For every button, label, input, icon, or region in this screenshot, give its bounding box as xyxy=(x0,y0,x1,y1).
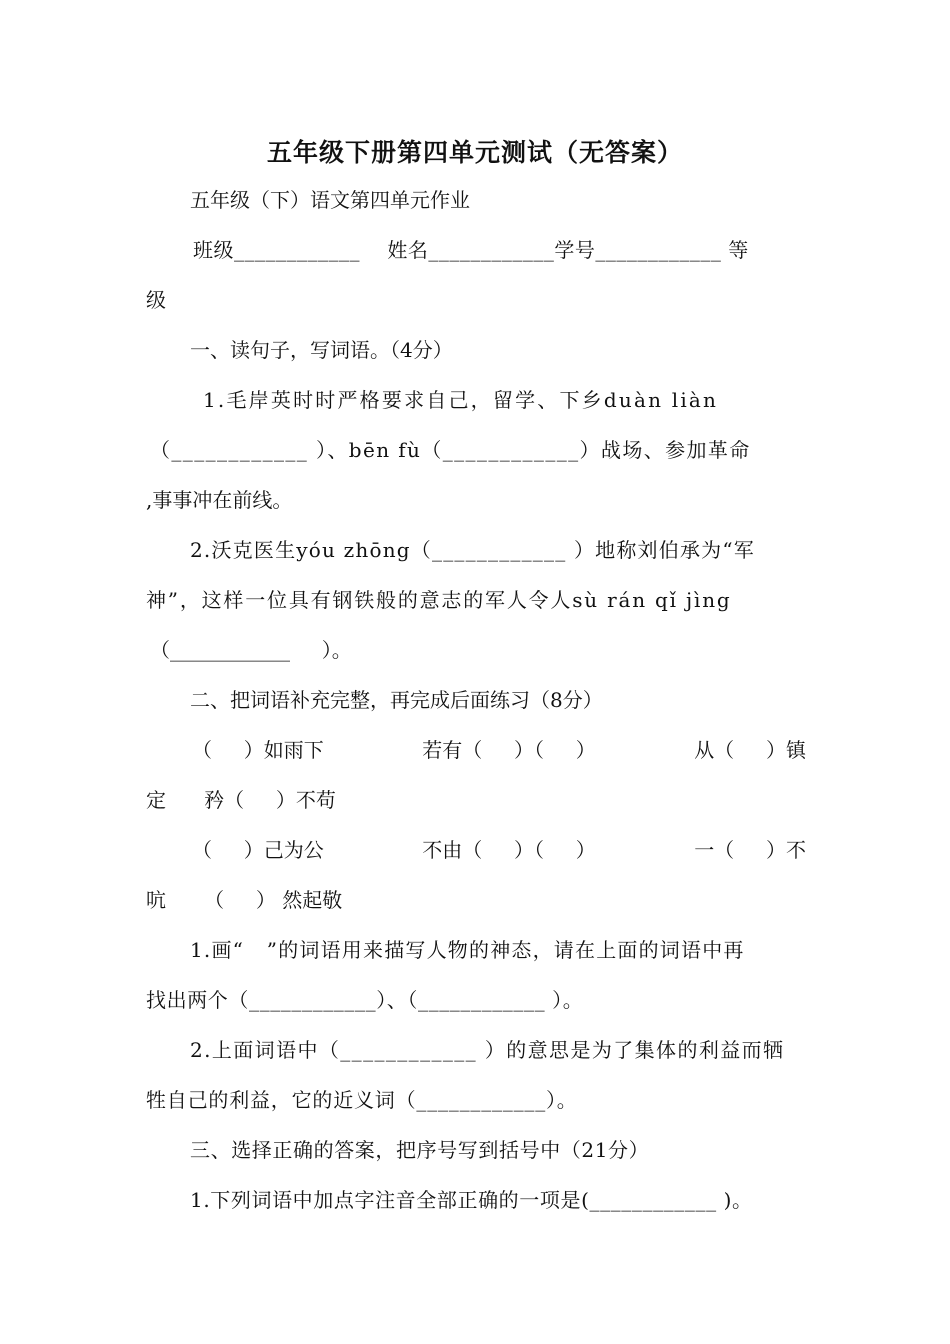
idiom-item: 一（ ）不 xyxy=(694,838,806,862)
section3-heading: 三、选择正确的答案，把序号写到括号中（21分） xyxy=(190,1138,650,1162)
section2-heading: 二、把词语补充完整，再完成后面练习（8分） xyxy=(190,688,603,712)
section3-q1: 1.下列词语中加点字注音全部正确的一项是(____________ )。 xyxy=(190,1188,753,1212)
document-title: 五年级下册第四单元测试（无答案） xyxy=(266,138,683,167)
section1-q1-line: 1.毛岸英时时严格要求自己，留学、下乡duàn liàn xyxy=(203,388,719,412)
section1-heading: 一、读句子，写词语。（4分） xyxy=(190,338,453,362)
idiom-row-cont: 吭 （ ） 然起敬 xyxy=(146,888,343,912)
student-info-line: 班级____________ 姓名____________学号____________ 等 xyxy=(193,238,749,262)
student-info-line-cont: 级 xyxy=(146,288,166,312)
section1-q2-line: 神”，这样一位具有钢铁般的意志的军人令人sù rán qǐ jìng xyxy=(146,588,732,612)
idiom-item: （ ）己为公 xyxy=(192,838,324,862)
idiom-row xyxy=(192,836,806,864)
section1-q2-line: （____________ ）。 xyxy=(150,638,352,662)
section2-q2-line: 牲自己的利益，它的近义词（____________）。 xyxy=(146,1088,578,1112)
section2-q1-line: 1.画“ ”的词语用来描写人物的神态，请在上面的词语中再 xyxy=(190,938,745,962)
section1-q1-line: （____________ ）、bēn fù（____________）战场、参加革命 xyxy=(150,438,751,462)
idiom-item: 不由（ ）（ ） xyxy=(422,838,596,862)
idiom-row xyxy=(192,736,806,764)
section2-q1-line: 找出两个（____________）、（____________ ）。 xyxy=(146,988,584,1012)
subtitle: 五年级（下）语文第四单元作业 xyxy=(190,188,470,212)
section1-q2-line: 2.沃克医生yóu zhōng（____________ ）地称刘伯承为“军 xyxy=(190,538,755,562)
idiom-row-cont: 定 矜（ ）不苟 xyxy=(146,788,336,812)
idiom-item: 若有（ ）（ ） xyxy=(422,738,596,762)
idiom-item: （ ）如雨下 xyxy=(192,738,324,762)
section2-q2-line: 2.上面词语中（____________ ）的意思是为了集体的利益而牺 xyxy=(190,1038,785,1062)
section1-q1-line: ,事事冲在前线。 xyxy=(146,488,293,512)
idiom-item: 从（ ）镇 xyxy=(694,738,806,762)
